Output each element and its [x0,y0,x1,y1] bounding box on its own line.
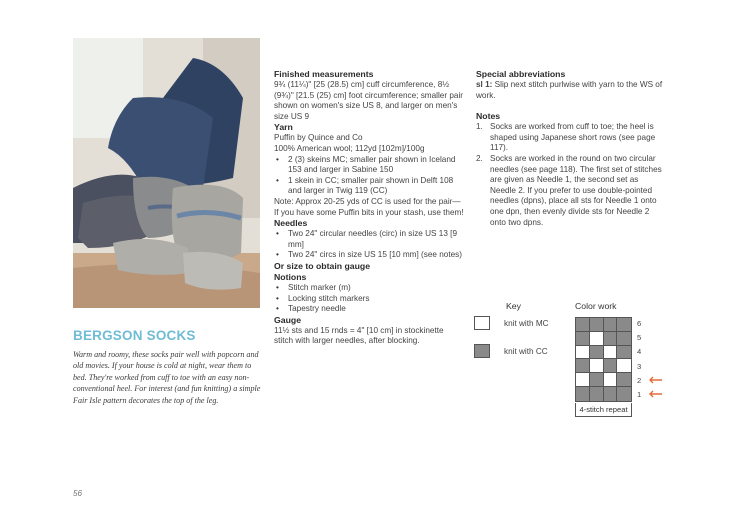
chart-cell-cc [604,359,618,373]
socks-photo [73,38,260,308]
chart-cell-cc [617,387,631,401]
note-number: 1. [476,122,483,132]
list-item: • 2 (3) skeins MC; smaller pair shown in Iceland 153 and larger in Sabine 150 [274,155,464,176]
chart-row-number: 4 [637,347,642,357]
needles-heading: Needles [274,218,308,229]
chart-cell-cc [617,332,631,346]
chart-cell-mc [576,346,590,360]
list-item: • Two 24" circular needles (circ) in size US 13 [9 mm] [274,229,464,250]
color-work-title: Color work [575,301,617,311]
pattern-title: BERGSON SOCKS [73,328,196,343]
chart-cell-mc [604,346,618,360]
chart-cell-cc [576,332,590,346]
chart-cell-mc [604,373,618,387]
chart-cell-cc [617,373,631,387]
row-2-arrow-icon [648,376,662,384]
chart-cell-cc [617,346,631,360]
repeat-label: 4-stitch repeat [575,403,632,417]
chart-cell-cc [576,387,590,401]
gauge-text: 11½ sts and 15 rnds = 4" [10 cm] in stockinette stitch with larger needles, after blocking. [274,325,444,346]
cc-label: knit with CC [504,347,548,356]
row-1-arrow-icon [648,390,662,398]
list-item: • Tapestry needle [274,304,464,315]
mc-swatch [474,316,490,330]
chart-cell-cc [604,318,618,332]
finished-measurements-heading: Finished measurements [274,69,374,79]
color-work-grid [575,317,632,402]
abbreviation-entry [476,80,666,101]
note-text: Socks are worked in the round on two circular needles (see page 118). The first set of stitches are given as Needle 1, the second set as Needle 2. If you prefer to use double-pointed needles (dpns), place all sts for Needle 1 onto one dpn, then evenly divide sts for Needle 2 onto two dpns. [490,153,662,227]
notes-list [476,122,666,228]
list-item: • Two 24" circs in size US 15 [10 mm] (see notes) [274,250,464,261]
abbreviation-term: sl 1: [476,80,493,89]
cc-swatch [474,344,490,358]
chart-cell-cc [590,373,604,387]
notes-heading: Notes [476,111,501,122]
chart-row-number: 2 [637,375,642,385]
page-number: 56 [73,489,83,498]
yarn-heading: Yarn [274,122,293,133]
gauge-heading: Gauge [274,314,302,325]
socks-illustration [73,38,260,308]
list-item: • Stitch marker (m) [274,283,464,294]
mc-label: knit with MC [504,319,549,328]
chart-cell-cc [590,387,604,401]
finished-measurements-text: 9¾ (11¼)" [25 (28.5) cm] cuff circumference, 8½ (9¾)" [21.5 (25) cm] foot circumference; smaller pair shown on women's size US 8, and larger on men's size US 9 [274,80,464,121]
notions-heading: Notions [274,271,307,282]
needles-list [274,229,464,261]
chart-cell-mc [590,359,604,373]
chart-cell-cc [604,332,618,346]
chart-cell-cc [604,387,618,401]
chart-cell-cc [617,318,631,332]
note-number: 2. [476,153,483,163]
chart-cell-cc [590,318,604,332]
materials-column [274,69,464,347]
chart-row-number: 5 [637,333,642,343]
list-item [476,122,666,154]
abbreviation-definition: Slip next stitch purlwise with yarn to the WS of work. [476,80,663,100]
chart-cell-mc [590,332,604,346]
chart-cell-mc [617,359,631,373]
note-text: Socks are worked from cuff to toe; the heel is shaped using Japanese short rows (see page 117). [490,122,656,153]
chart-row-number: 6 [637,319,642,329]
notes-column [476,69,666,228]
list-item [476,154,666,228]
yarn-fiber: 100% American wool; 112yd [102m]/100g [274,143,425,153]
chart-row-number: 1 [637,389,642,399]
chart-cell-mc [576,373,590,387]
list-item: • 1 skein in CC; smaller pair shown in Delft 108 and larger in Twig 119 (CC) [274,176,464,197]
gauge-alt-heading: Or size to obtain gauge [274,260,371,271]
yarn-note: Note: Approx 20-25 yds of CC is used for the pair—If you have some Puffin bits in your stash, use them! [274,196,464,217]
yarn-brand: Puffin by Quince and Co [274,133,363,143]
key-title: Key [506,301,521,311]
abbreviations-heading: Special abbreviations [476,69,566,79]
chart-cell-cc [576,359,590,373]
chart-cell-cc [576,318,590,332]
chart-cell-cc [590,346,604,360]
notions-list [274,283,464,315]
yarn-list [274,155,464,197]
chart-row-number: 3 [637,361,642,371]
pattern-intro: Warm and roomy, these socks pair well with popcorn and old movies. If your house is cold at night, wear them to bed. They're worked from cuff to toe with an easy non-conventional heel. For interest (and fun knitting) a simple Fair Isle pattern decorates the top of the leg. [73,350,261,405]
list-item: • Locking stitch markers [274,294,464,305]
